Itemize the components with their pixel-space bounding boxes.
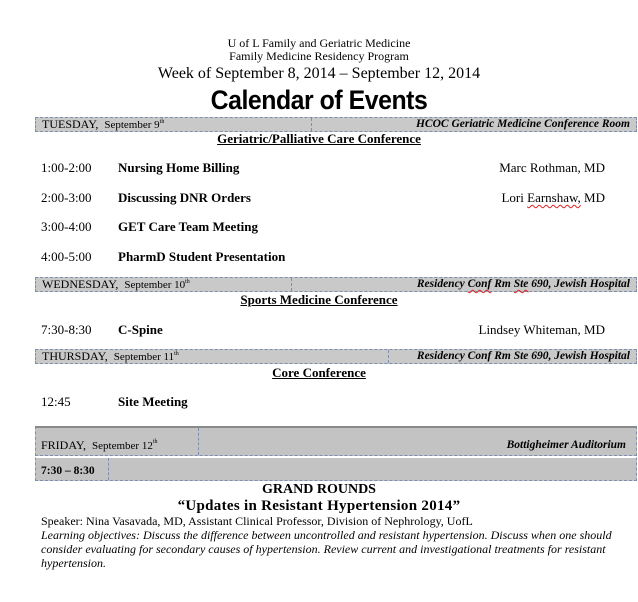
grand-rounds-speaker: Speaker: Nina Vasavada, MD, Assistant Clinical Professor, Division of Nephrology, UofL (41, 514, 473, 528)
event-row (41, 322, 605, 338)
grand-rounds-title: “Updates in Resistant Hypertension 2014” (177, 498, 461, 514)
cell-divider (311, 118, 312, 131)
event-time: 2:00-3:00 (41, 190, 92, 205)
day-header-friday (35, 426, 637, 456)
day-location: HCOC Geriatric Medicine Conference Room (415, 118, 630, 130)
conference-title: Core Conference (272, 365, 366, 380)
event-speaker: Lori Earnshaw, MD (501, 190, 605, 205)
spelling-flag: Earnshaw, (527, 190, 581, 205)
event-title: C-Spine (118, 322, 163, 337)
event-title: Nursing Home Billing (118, 160, 240, 175)
page-title: Calendar of Events (210, 85, 428, 115)
event-row (41, 190, 605, 206)
event-time: 4:00-5:00 (41, 249, 92, 264)
event-row (41, 219, 605, 235)
day-location: Bottigheimer Auditorium (506, 439, 626, 451)
day-label: WEDNESDAY, September 10th (42, 277, 190, 291)
day-location: Residency Conf Rm Ste 690, Jewish Hospital (416, 278, 630, 290)
day-location: Residency Conf Rm Ste 690, Jewish Hospital (416, 350, 630, 362)
conference-title: Geriatric/Palliative Care Conference (217, 131, 421, 146)
cell-divider (291, 278, 292, 291)
day-label: THURSDAY, September 11th (42, 349, 179, 363)
day-label: FRIDAY, September 12th (41, 438, 158, 452)
event-title: PharmD Student Presentation (118, 249, 286, 264)
event-title: GET Care Team Meeting (118, 219, 258, 234)
week-range: Week of September 8, 2014 – September 12, 2014 (157, 65, 481, 82)
event-row (41, 249, 605, 265)
event-time: 7:30 – 8:30 (41, 465, 95, 477)
event-time: 3:00-4:00 (41, 219, 92, 234)
event-row (41, 160, 605, 176)
friday-time-row (35, 457, 637, 481)
event-title: Discussing DNR Orders (118, 190, 251, 205)
cell-divider (108, 458, 109, 480)
grand-rounds-heading: GRAND ROUNDS (262, 482, 376, 497)
day-header-wednesday (35, 277, 637, 292)
day-header-thursday (35, 349, 637, 364)
day-header-tuesday (35, 117, 637, 132)
event-time: 12:45 (41, 394, 71, 409)
cell-divider (388, 350, 389, 363)
event-title: Site Meeting (118, 394, 188, 409)
learning-objectives: Learning objectives: Discuss the difference between uncontrolled and resistant hypertension. Discuss when one should consider evaluating for secondary causes of hypertension. Review current and investigational treatments for resistant hypertension. (41, 528, 612, 570)
conference-title: Sports Medicine Conference (240, 292, 398, 307)
program-name: Family Medicine Residency Program (229, 49, 409, 63)
event-speaker: Marc Rothman, MD (499, 160, 605, 175)
cell-divider (198, 428, 199, 455)
event-row (41, 394, 605, 410)
event-speaker: Lindsey Whiteman, MD (478, 322, 605, 337)
event-time: 1:00-2:00 (41, 160, 92, 175)
org-name: U of L Family and Geriatric Medicine (227, 36, 411, 50)
day-label: TUESDAY, September 9th (42, 117, 165, 131)
event-time: 7:30-8:30 (41, 322, 92, 337)
